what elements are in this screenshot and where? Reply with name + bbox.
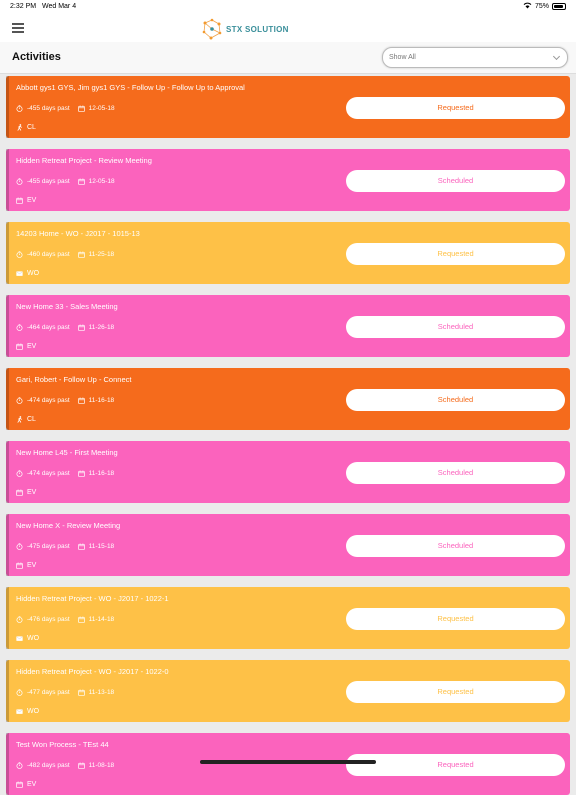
calendar-icon [78,324,85,331]
status-button[interactable]: Requested [346,97,565,119]
calendar-icon [16,197,23,204]
activity-meta [16,616,114,623]
activity-title: Hidden Retreat Project - WO - J2017 - 1022-1 [16,594,169,603]
activity-card[interactable] [6,368,570,430]
calendar-icon [16,781,23,788]
days-past: -464 days past [27,324,70,331]
envelope-icon [16,635,23,642]
activity-date: 11-25-18 [88,251,115,258]
activity-type [16,270,39,277]
card-accent-bar [6,514,9,576]
activity-card[interactable] [6,514,570,576]
status-date: Wed Mar 4 [42,3,77,10]
timer-icon [16,616,23,623]
activity-type-code: WO [27,635,40,642]
activity-card[interactable] [6,149,570,211]
logo-network-icon [200,17,224,41]
calendar-icon [78,616,85,623]
activity-type [16,124,36,131]
battery-icon [552,3,566,10]
activity-meta [16,470,114,477]
card-accent-bar [6,733,9,795]
calendar-icon [16,562,23,569]
activity-title: Gari, Robert - Follow Up - Connect [16,375,132,384]
days-past: -482 days past [27,762,70,769]
timer-icon [16,543,23,550]
filter-value: Show All [389,54,416,61]
activity-meta [16,178,115,185]
days-past: -455 days past [27,178,70,185]
activity-card[interactable] [6,441,570,503]
status-time: 2:32 PM [10,3,37,10]
card-accent-bar [6,149,9,211]
activity-date: 11-26-18 [88,324,115,331]
activity-type-code: EV [27,343,37,350]
timer-icon [16,762,23,769]
days-past: -476 days past [27,616,70,623]
status-bar [0,0,576,14]
activity-title: 14203 Home - WO - J2017 - 1015-13 [16,229,140,238]
logo-text: STX SOLUTION [226,24,289,34]
activity-type [16,635,39,642]
activity-type [16,562,36,569]
card-accent-bar [6,368,9,430]
activity-title: New Home 33 - Sales Meeting [16,302,118,311]
days-past: -474 days past [27,397,70,404]
calendar-icon [78,178,85,185]
activity-type-code: EV [27,562,37,569]
activity-meta [16,324,114,331]
calendar-icon [78,470,85,477]
timer-icon [16,178,23,185]
activity-date: 11-16-18 [88,470,115,477]
activity-type [16,708,39,715]
timer-icon [16,397,23,404]
activity-meta [16,105,115,112]
activity-type [16,197,36,204]
activity-title: New Home L45 - First Meeting [16,448,118,457]
activity-title: Hidden Retreat Project - WO - J2017 - 1022-0 [16,667,169,676]
calendar-icon [78,105,85,112]
activity-meta [16,397,114,404]
calendar-icon [78,762,85,769]
menu-icon[interactable] [12,23,24,33]
days-past: -460 days past [27,251,70,258]
home-indicator [200,760,376,764]
calendar-icon [16,489,23,496]
days-past: -455 days past [27,105,70,112]
status-button[interactable]: Requested [346,681,565,703]
timer-icon [16,470,23,477]
wifi-icon [523,2,532,11]
activity-date: 11-14-18 [88,616,115,623]
days-past: -477 days past [27,689,70,696]
card-accent-bar [6,441,9,503]
calendar-icon [78,397,85,404]
nav-bar [0,14,576,42]
activity-card[interactable] [6,295,570,357]
card-accent-bar [6,587,9,649]
activity-date: 12-05-18 [88,178,115,185]
status-right [523,2,566,11]
activity-date: 11-08-18 [88,762,115,769]
card-accent-bar [6,295,9,357]
activity-title: Hidden Retreat Project - Review Meeting [16,156,152,165]
activity-meta [16,543,114,550]
activity-date: 11-15-18 [88,543,115,550]
activity-type-code: EV [27,197,37,204]
calendar-icon [78,689,85,696]
activity-type [16,781,36,788]
activity-meta [16,251,114,258]
activity-card[interactable] [6,733,570,795]
status-button[interactable]: Scheduled [346,316,565,338]
activity-meta [16,762,114,769]
timer-icon [16,105,23,112]
activity-date: 11-13-18 [88,689,115,696]
activity-type-code: EV [27,781,37,788]
filter-dropdown[interactable] [382,47,568,68]
timer-icon [16,251,23,258]
page-title: Activities [12,51,61,63]
activity-date: 11-16-18 [88,397,115,404]
activity-card[interactable] [6,76,570,138]
activity-card[interactable] [6,660,570,722]
calendar-icon [16,343,23,350]
timer-icon [16,689,23,696]
activity-type [16,343,36,350]
card-accent-bar [6,660,9,722]
activity-type-code: CL [27,416,36,423]
status-button[interactable]: Requested [346,754,565,776]
activity-card[interactable] [6,587,570,649]
calendar-icon [78,543,85,550]
days-past: -475 days past [27,543,70,550]
activity-type-code: CL [27,124,36,131]
activity-type-code: WO [27,708,40,715]
status-button[interactable]: Scheduled [346,389,565,411]
card-accent-bar [6,76,9,138]
activity-type [16,489,36,496]
chevron-down-icon [553,53,560,60]
status-button[interactable]: Scheduled [346,170,565,192]
envelope-icon [16,270,23,277]
activity-meta [16,689,114,696]
status-button[interactable]: Scheduled [346,535,565,557]
activity-type-code: WO [27,270,40,277]
walking-icon [16,124,23,131]
activity-title: New Home X - Review Meeting [16,521,121,530]
status-button[interactable]: Requested [346,243,565,265]
activity-title: Test Won Process - TEst 44 [16,740,109,749]
activity-type [16,416,36,423]
status-button[interactable]: Scheduled [346,462,565,484]
card-accent-bar [6,222,9,284]
walking-icon [16,416,23,423]
activity-type-code: EV [27,489,37,496]
envelope-icon [16,708,23,715]
activity-title: Abbott gys1 GYS, Jim gys1 GYS - Follow Up - Follow Up to Approval [16,83,245,92]
page-header [0,42,576,74]
calendar-icon [78,251,85,258]
status-button[interactable]: Requested [346,608,565,630]
battery-percent: 75% [534,3,549,10]
days-past: -474 days past [27,470,70,477]
activity-date: 12-05-18 [88,105,115,112]
timer-icon [16,324,23,331]
app-logo [200,17,300,41]
activity-card[interactable] [6,222,570,284]
